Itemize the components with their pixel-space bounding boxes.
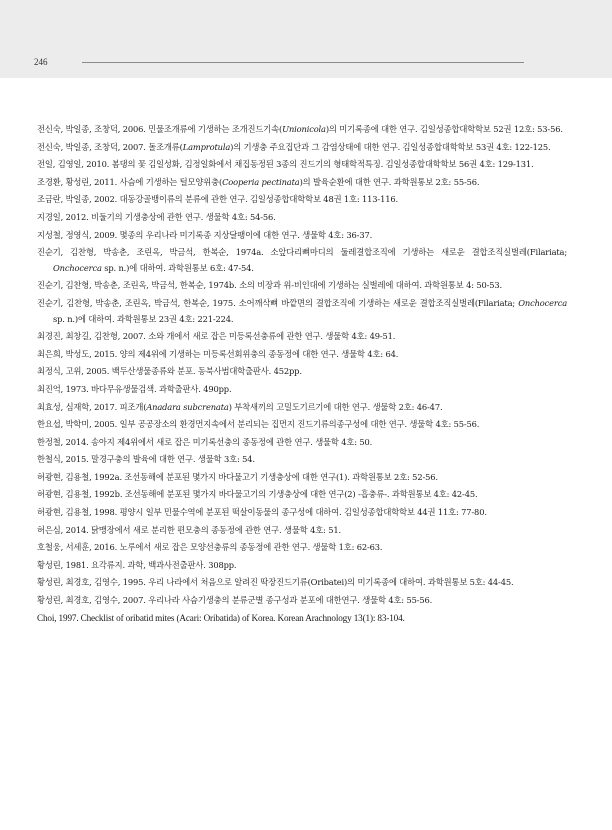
reference-entry bbox=[37, 417, 567, 433]
reference-entry bbox=[37, 140, 567, 156]
reference-entry bbox=[37, 558, 567, 574]
reference-text: sp. n.)에 대하여. 과학원통보 6호: 47-54. bbox=[101, 262, 254, 273]
reference-text: 한요섭, 박학미, 2005. 일부 공공장소의 환경먼지속에서 분리되는 집먼지 진드기류의종구성에 대한 연구. 생물학 4호: 55-56. bbox=[37, 419, 480, 430]
reference-text: sp. n.)에 대하여. 과학원통보 23권 4호: 221-224. bbox=[53, 313, 234, 324]
reference-text: 허은심, 2014. 닭맹장에서 새로 분리한 편모충의 종동정에 관한 연구. 생물학 4호: 51. bbox=[37, 524, 341, 535]
reference-entry bbox=[37, 505, 567, 521]
reference-text: 최진억, 1973. 바다무유생물검색. 과학출판사. 490pp. bbox=[37, 383, 232, 394]
reference-entry bbox=[37, 122, 567, 138]
italic-term: Anadara subcrenata bbox=[146, 401, 229, 412]
reference-text: 허광현, 김용철, 1998. 평양시 일부 민물수역에 분포된 떡살이동물의 종구성에 대하여. 김일성종합대학학보 44권 11호: 77-80. bbox=[37, 507, 487, 518]
reference-entry bbox=[37, 192, 567, 208]
reference-text: 최은희, 박성도, 2015. 양의 제4위에 기생하는 미등록선회위충의 종동정에 대한 연구. 생물학 4호: 64. bbox=[37, 348, 399, 359]
reference-entry bbox=[37, 329, 567, 345]
header-rule bbox=[82, 62, 524, 63]
reference-text: 한철식, 2015. 말경구충의 발육에 대한 연구. 생물학 3호: 54. bbox=[37, 454, 255, 465]
reference-text: )의 발육순환에 대한 연구. 과학원통보 2호: 55-56. bbox=[299, 176, 480, 187]
italic-term: Unionicola bbox=[282, 124, 326, 134]
reference-text: 허광현, 김용철, 1992a. 조선동해에 분포된 몇가지 바다물고기 기생충상에 대한 연구(1). 과학원통보 2호: 52-56. bbox=[37, 471, 438, 482]
reference-entry bbox=[37, 157, 567, 173]
reference-entry bbox=[37, 593, 567, 609]
reference-text: 전일, 김영일, 2010. 봄댕의 꽃 김일성화, 김정일화에서 채집동정된 3종의 진드기의 형태학적특징. 김일성종합대학학보 56권 4호: 129-131. bbox=[37, 159, 534, 170]
page-header-band bbox=[0, 0, 612, 78]
reference-text: 최효성, 심재학, 2017. 피조개( bbox=[37, 401, 147, 412]
reference-text: 지경일, 2012. 비둘기의 기생충상에 관한 연구. 생물학 4호: 54-56. bbox=[37, 211, 276, 222]
reference-text: 한정철, 2014. 송아지 제4위에서 새로 잡은 미기록선충의 종동정에 관한 연구. 생물학 4호: 50. bbox=[37, 436, 373, 447]
reference-text: )의 미기록종에 대한 연구. 김일성종합대학학보 52권 12호: 53-56. bbox=[325, 124, 563, 134]
reference-entry bbox=[37, 382, 567, 398]
italic-term: Onchocerca bbox=[518, 297, 567, 308]
page-number: 246 bbox=[34, 57, 48, 67]
reference-text: 진순기, 김찬형, 박송춘, 조린옥, 박금석, 한복순, 1974b. 소의 비장과 위-비인대에 기생하는 실벌레에 대하여. 과학원통보 4: 50-53. bbox=[37, 280, 503, 291]
reference-text: 허광현, 김용철, 1992b. 조선동해에 분포된 몇가지 바다물고기의 기생충상에 대한 연구(2) -흡충류-. 과학원통보 4호: 42-45. bbox=[37, 489, 478, 500]
reference-text: 조경환, 황성린, 2011. 사슴에 기생하는 털모양위충( bbox=[37, 176, 223, 187]
reference-entry bbox=[37, 487, 567, 503]
reference-entry bbox=[37, 364, 567, 380]
reference-text: 조금란, 박일종, 2002. 대동강골뱅이류의 분류에 관한 연구. 김일성종합대학학보 48권 1호: 113-116. bbox=[37, 194, 398, 205]
reference-entry bbox=[37, 452, 567, 468]
reference-text: 최경진, 최창길, 김찬형, 2007. 소와 개에서 새로 잡은 미등록선충류에 관한 연구. 생물학 4호: 49-51. bbox=[37, 331, 396, 342]
reference-entry bbox=[37, 575, 567, 591]
reference-entry bbox=[37, 470, 567, 486]
reference-entry bbox=[37, 245, 567, 276]
reference-text: 최정식, 고위, 2005. 백두산생물종류와 분포. 동북사범대학출판사. 452pp. bbox=[37, 366, 302, 377]
italic-term: Onchocerca bbox=[53, 262, 102, 273]
reference-entry bbox=[37, 347, 567, 363]
reference-text: )의 기생충 주요집단과 그 감염상태에 대한 연구. 김일성종합대학학보 53권 4호: 122-125. bbox=[230, 141, 551, 152]
italic-term: Cooperia pectinata bbox=[222, 176, 300, 187]
reference-text: 황성린, 최경호, 김영수, 1995. 우리 나라에서 처음으로 알려진 딱장진드기류(Oribatei)의 미기록종에 대하여. 과학원통보 5호: 44-45. bbox=[37, 577, 514, 588]
reference-text: 전신숙, 박일종, 조창덕, 2006. 민물조개류에 기생하는 조개진드기속( bbox=[37, 124, 283, 134]
reference-entry bbox=[37, 400, 567, 416]
reference-text: ) 부착새끼의 고밀도기르기에 대한 연구. 생물학 2호: 46-47. bbox=[228, 401, 443, 412]
reference-entry bbox=[37, 296, 567, 327]
reference-entry bbox=[37, 611, 567, 627]
reference-text: 전신숙, 박일종, 조창덕, 2007. 돌조개류( bbox=[37, 141, 183, 152]
reference-entry bbox=[37, 175, 567, 191]
reference-list bbox=[37, 122, 567, 628]
reference-entry bbox=[37, 210, 567, 226]
reference-text: 호철웅, 서세훈, 2016. 노루에서 새로 잡은 모양선충류의 종동정에 관한 연구. 생물학 1호: 62-63. bbox=[37, 542, 383, 553]
reference-text: 황성린, 최경호, 김영수, 2007. 우리나라 사슴기생충의 분류군별 종구성과 분포에 대한연구. 생물학 4호: 55-56. bbox=[37, 595, 433, 606]
reference-text: 황성린, 1981. 요각류지. 과학, 백과사전출판사. 308pp. bbox=[37, 559, 237, 570]
reference-text: Choi, 1997. Checklist of oribatid mites (Acari: Oribatida) of Korea. Korean Arachnology 13(1): 83-104. bbox=[37, 612, 405, 623]
reference-entry bbox=[37, 228, 567, 244]
italic-term: Lamprotula bbox=[182, 141, 231, 152]
reference-text: 진순기, 김찬형, 박송춘, 조린옥, 박금석, 한복순, 1974a. 소앞다리뼈마디의 둘레결합조직에 기생하는 새로운 결합조직실벌레(Filariata; bbox=[37, 247, 567, 258]
reference-text: 지성철, 정영식, 2009. 몇종의 우리나라 미기록종 지상달팽이에 대한 연구. 생물학 4호: 36-37. bbox=[37, 229, 373, 240]
reference-entry bbox=[37, 523, 567, 539]
reference-entry bbox=[37, 540, 567, 556]
reference-text: 진순기, 김찬형, 박송춘, 조린옥, 박금석, 한복순, 1975. 소어깨삭뼈 바깥면의 결합조직에 기생하는 새로운 결합조직실벌레(Filariata; bbox=[37, 297, 519, 308]
reference-entry bbox=[37, 435, 567, 451]
reference-entry bbox=[37, 278, 567, 294]
